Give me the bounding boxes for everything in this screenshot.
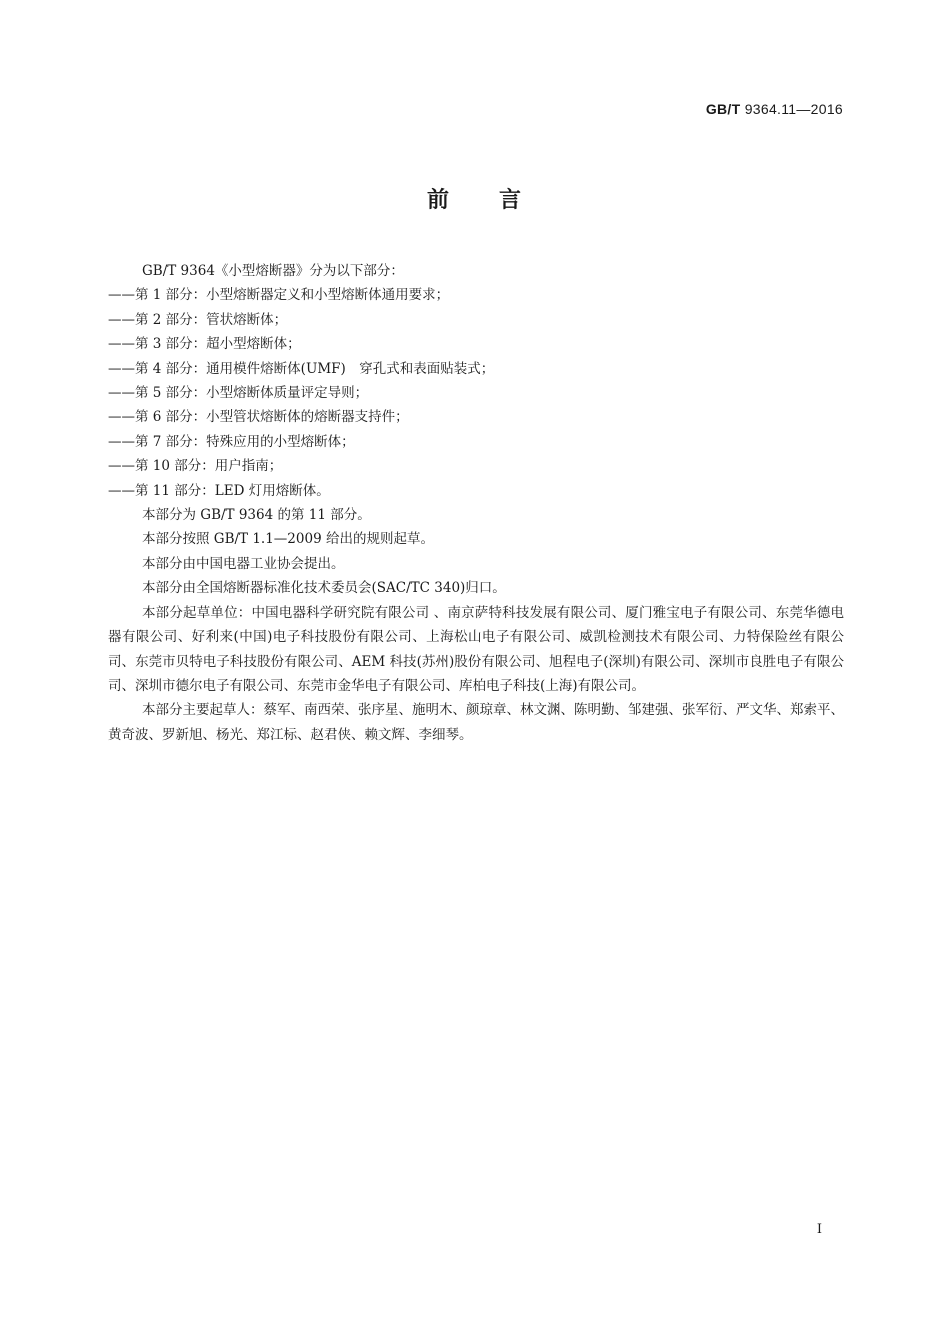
standard-code: 9364.11—2016 [744, 101, 843, 117]
statement-part: 本部分为 GB/T 9364 的第 11 部分。 [142, 507, 371, 524]
part-list-item: ——第 5 部分：小型熔断体质量评定导则； [108, 385, 369, 402]
part-list-item: ——第 1 部分：小型熔断器定义和小型熔断体通用要求； [108, 287, 450, 304]
part-list-item: ——第 4 部分：通用模件熔断体(UMF) 穿孔式和表面贴装式； [108, 360, 495, 377]
part-list-item: ——第 10 部分：用户指南； [108, 458, 283, 475]
part-list-item: ——第 11 部分：LED 灯用熔断体。 [108, 482, 330, 499]
statement-proposed: 本部分由中国电器工业协会提出。 [142, 555, 345, 572]
statement-rules: 本部分按照 GB/T 1.1—2009 给出的规则起草。 [142, 531, 434, 548]
standard-prefix: GB/T [705, 101, 741, 117]
section-title [0, 183, 950, 214]
part-list-item: ——第 3 部分：超小型熔断体； [108, 336, 301, 353]
part-list-item: ——第 7 部分：特殊应用的小型熔断体； [108, 433, 355, 450]
title-char-1: 前 [426, 188, 451, 213]
drafting-units-paragraph: 本部分起草单位：中国电器科学研究院有限公司 、南京萨特科技发展有限公司、厦门雅宝电子有限公司、东莞华德电器有限公司、好利来(中国)电子科技股份有限公司、上海松山电子有限公司、威凯检测技术有限公司、力特保险丝有限公司、东莞市贝特电子科技股份有限公司、AEM 科技(苏州)股份有限公司、旭程电子(深圳)有限公司、深圳市良胜电子有限公司、深圳市德尔电子有限公司、东莞市金华电子有限公司、库柏电子科技(上海)有限公司。 [108, 604, 844, 694]
part-list-item: ——第 2 部分：管状熔断体； [108, 311, 288, 328]
drafters-paragraph: 本部分主要起草人：蔡军、南西荣、张序星、施明木、颜琼章、林文渊、陈明勤、邹建强、张军衍、严文华、郑索平、黄奇波、罗新旭、杨光、郑江标、赵君侠、赖文辉、李细琴。 [108, 702, 844, 743]
title-char-2: 言 [499, 188, 524, 213]
page-number: I [816, 1222, 822, 1237]
foreword-body [108, 259, 844, 747]
standard-number [706, 101, 843, 117]
part-list-item: ——第 6 部分：小型管状熔断体的熔断器支持件； [108, 409, 409, 426]
intro-paragraph: GB/T 9364《小型熔断器》分为以下部分： [142, 263, 404, 279]
statement-centralized: 本部分由全国熔断器标准化技术委员会(SAC/TC 340)归口。 [142, 580, 506, 597]
